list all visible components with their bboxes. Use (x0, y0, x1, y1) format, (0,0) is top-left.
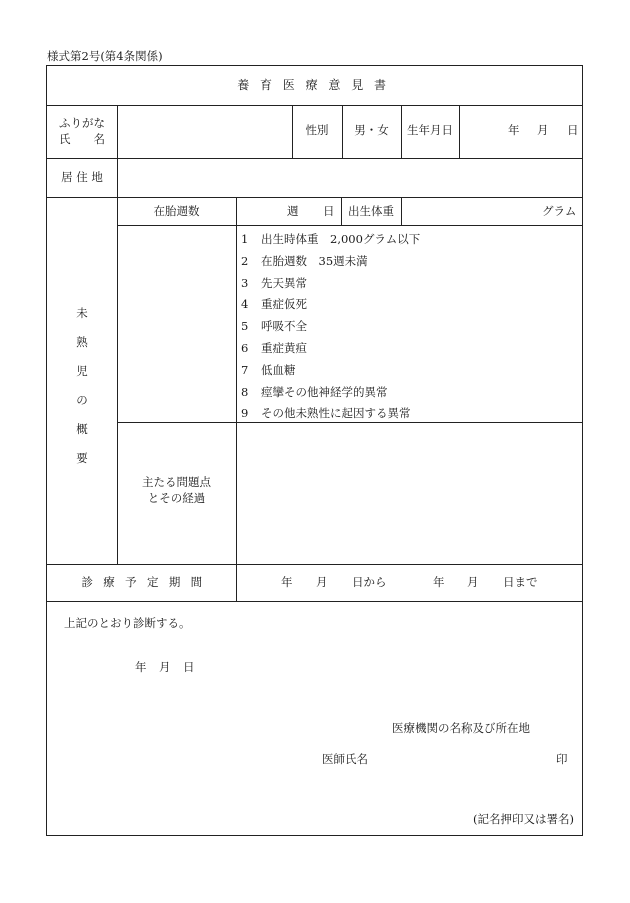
sex-label: 性別 (305, 123, 329, 137)
period-from-year: 年 (281, 575, 293, 589)
divider (236, 197, 237, 601)
address-label: 居 住 地 (61, 170, 103, 184)
period-from-day: 日から (352, 575, 387, 589)
period-label: 診療予定期間 (81, 575, 213, 589)
divider (401, 197, 402, 225)
list-item: 3 先天異常 (241, 275, 307, 290)
divider (47, 601, 582, 602)
label-char: 未 (76, 306, 88, 320)
form-number-label: 様式第2号(第4条関係) (47, 49, 163, 63)
period-to-year: 年 (433, 575, 445, 589)
dob-label: 生年月日 (407, 123, 453, 137)
list-item: 5 呼吸不全 (241, 319, 307, 334)
list-item: 9 その他未熟性に起因する異常 (241, 406, 411, 421)
grams-unit: グラム (542, 204, 577, 218)
weeks-unit: 週 (287, 204, 299, 218)
dob-year-unit: 年 (508, 123, 520, 137)
opinion-form (46, 65, 583, 836)
period-to-month: 月 (467, 575, 479, 589)
period-from-month: 月 (316, 575, 328, 589)
period-to-day: 日まで (503, 575, 538, 589)
seal-mark: 印 (556, 752, 568, 766)
condition-list (241, 231, 420, 427)
problems-label-line2: とその経過 (147, 491, 206, 505)
label-char: 熟 (76, 335, 88, 349)
label-char: の (76, 393, 88, 407)
date-day-unit: 日 (183, 660, 195, 674)
institution-label: 医療機関の名称及び所在地 (392, 721, 530, 735)
divider (47, 564, 582, 565)
dob-day-unit: 日 (567, 123, 579, 137)
birth-weight-label: 出生体重 (348, 204, 394, 218)
doctor-name-label: 医師氏名 (322, 752, 368, 766)
list-item: 8 痙攣その他神経学的異常 (241, 384, 388, 399)
list-item: 6 重症黄疸 (241, 340, 307, 355)
label-char: 概 (76, 422, 88, 436)
problems-label-line1: 主たる問題点 (142, 475, 211, 489)
list-item: 2 在胎週数 35週未満 (241, 253, 368, 268)
dob-month-unit: 月 (537, 123, 549, 137)
divider (459, 105, 460, 158)
sex-options: 男・女 (354, 123, 389, 137)
divider (47, 158, 582, 159)
date-month-unit: 月 (159, 660, 171, 674)
list-item: 4 重症仮死 (241, 297, 307, 312)
date-year-unit: 年 (135, 660, 147, 674)
days-unit: 日 (323, 204, 335, 218)
divider (117, 225, 582, 226)
divider (47, 105, 582, 106)
furigana-label: ふりがな (59, 116, 105, 130)
signature-note: (記名押印又は署名) (473, 812, 574, 826)
form-title: 養育医療意見書 (237, 78, 397, 92)
premature-summary-label (47, 305, 117, 479)
label-char: 児 (76, 364, 88, 378)
name-label: 氏 名 (59, 132, 105, 146)
diagnosis-statement: 上記のとおり診断する。 (64, 616, 191, 630)
label-char: 要 (76, 451, 88, 465)
gestation-label: 在胎週数 (153, 204, 200, 218)
list-item: 1 出生時体重 2,000グラム以下 (241, 232, 421, 246)
list-item: 7 低血糖 (241, 362, 296, 377)
divider (47, 197, 582, 198)
